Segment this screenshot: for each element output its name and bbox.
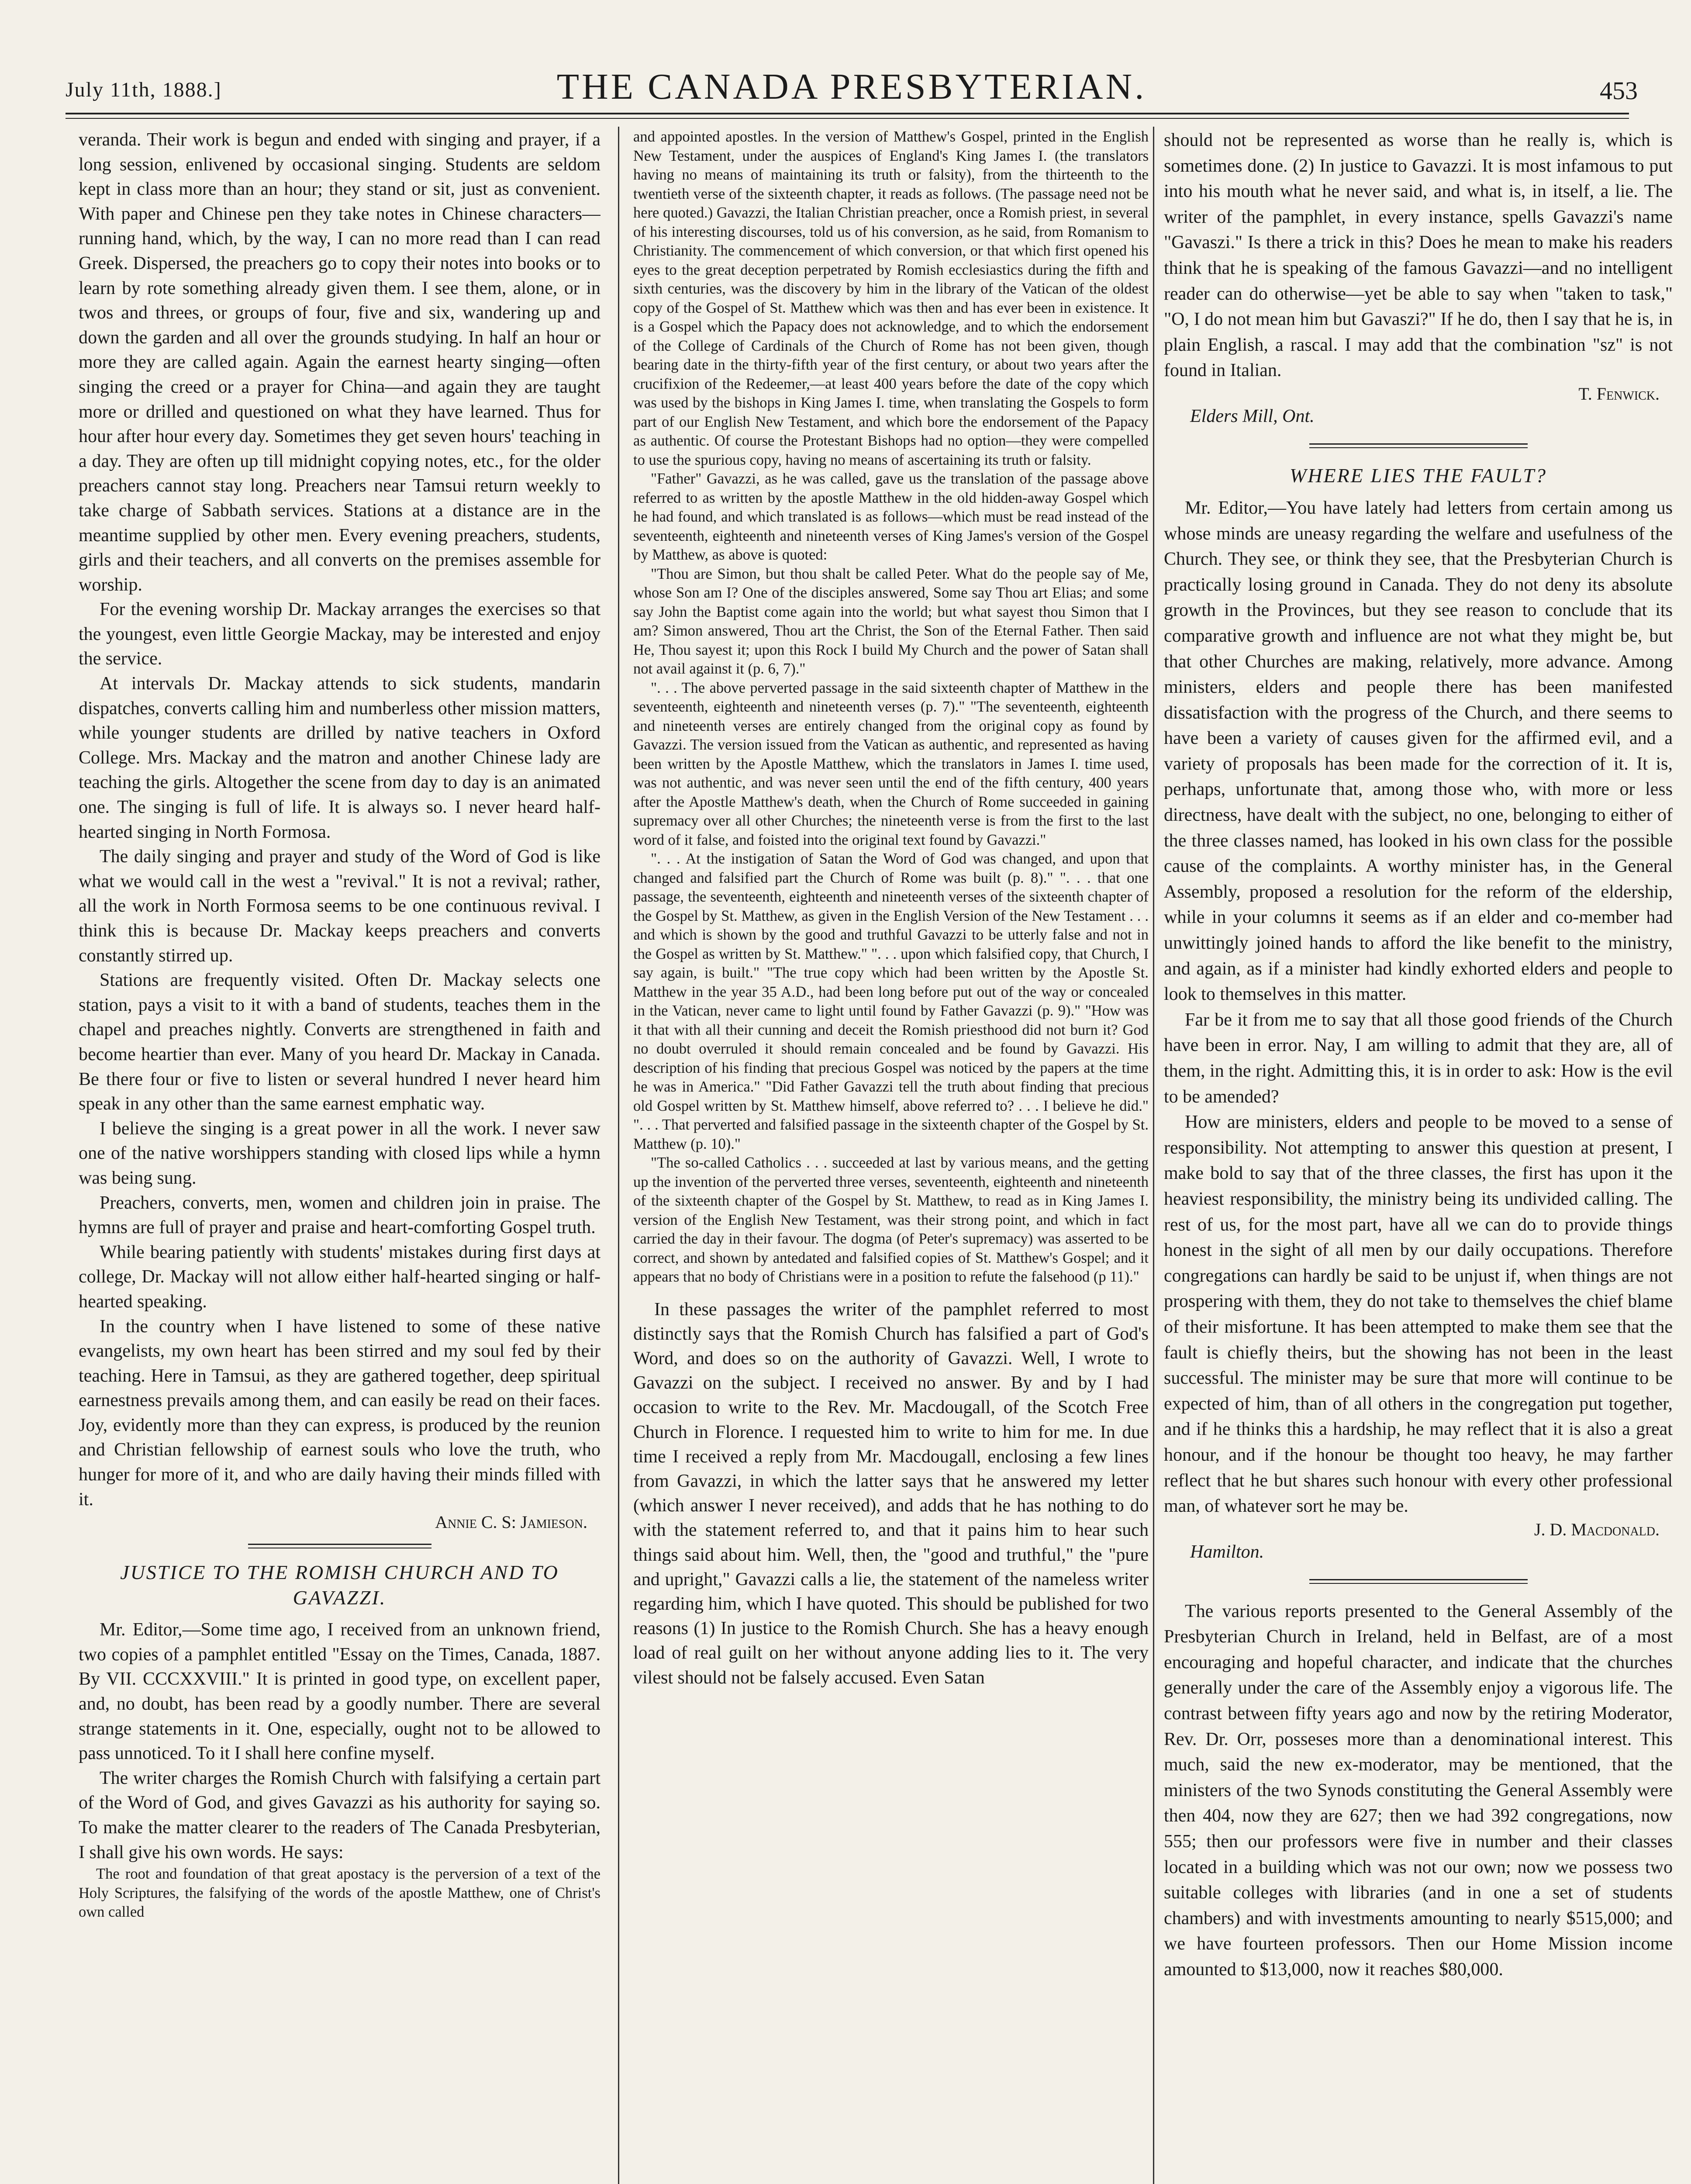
- masthead: [66, 66, 1638, 114]
- article-body: [1164, 1599, 1673, 1983]
- paragraph: At intervals Dr. Mackay attends to sick students, mandarin dispatches, converts calling him and numberless other mission matters, while younger students are drilled by native teachers in Oxford College. Mrs. Mackay and the matron and another Chinese lady are teaching the girls. Altogether the scene from day to day is an animated one. The singing is full of life. It is always so. I never heard half-hearted singing in North Formosa.: [79, 674, 600, 842]
- paragraph: The daily singing and prayer and study of the Word of God is like what we would call in the west a "revival." It is not a revival; rather, all the work in North Formosa seems to be one continuous revival. I think this is because Dr. Mackay keeps preachers and converts constantly stirred up.: [79, 847, 600, 966]
- article-body: [633, 1297, 1149, 1690]
- paragraph: The writer charges the Romish Church with falsifying a certain part of the Word of God, and gives Gavazzi as his authority for saying so. To make the matter clearer to the readers of The Canada Presbyterian, I shall give his own words. He says:: [79, 1768, 600, 1863]
- author-signature: Annie C. S: Jamieson.: [435, 1512, 587, 1532]
- paragraph: Stations are frequently visited. Often Dr. Mackay selects one station, pays a visit to it with a band of students, teaches them in the chapel and preaches nightly. Converts are strengthened in faith and become heartier than ever. Many of you heard Dr. Mackay in Canada. Be there four or five to listen or several hundred I never heard him speak in any other than the same earnest emphatic way.: [79, 970, 600, 1114]
- section-rule: [1309, 1579, 1528, 1584]
- paragraph: In the country when I have listened to some of these native evangelists, my own heart has been stirred and my soul fed by their teaching. Here in Tamsui, as they are gathered together, deep spiritual earnestness prevails among them, and can easily be read on their faces. Joy, evidently more than they can express, is produced by the reunion and Christian fellowship of earnest souls who love the truth, who hunger for more of it, and who are daily having their minds filled with it.: [79, 1316, 600, 1510]
- paragraph: Mr. Editor,—Some time ago, I received from an unknown friend, two copies of a pamphlet entitled "Essay on the Times, Canada, 1887. By VII. CCCXXVIII." It is printed in good type, on excellent paper, and, no doubt, has been read by a goodly number. There are several strange statements in it. One, especially, ought not to be allowed to pass unnoticed. To it I shall here confine myself.: [79, 1620, 600, 1764]
- article-body: [79, 128, 600, 1512]
- page-number: 453: [1600, 76, 1638, 105]
- header-rule: [66, 113, 1629, 119]
- newspaper-title: THE CANADA PRESBYTERIAN.: [556, 66, 1147, 107]
- paragraph: How are ministers, elders and people to be moved to a sense of responsibility. Not attempting to answer this question at present, I make bold to say that of the three classes, the first has upon it the heaviest responsibility, the ministry being its undivided calling. The rest of us, for the most part, have all we can do to provide things honest in the sight of all men by our daily occupations. Therefore congregations can hardly be said to be unjust if, when things are not prospering with them, they do not take to themselves the chief blame of their misfortune. It has been attempted to make them see that the fault is chiefly theirs, but the showing has not been in the least successful. The minister may be sure that more will continue to be expected of him, than of all others in the congregation put together, and if he thinks this a hardship, he may reflect that it is also a great honour, and if the honour be thought too heavy, he may farther reflect that he but shares such honour with every other professional man, of whatever sort he may be.: [1164, 1112, 1673, 1517]
- issue-date: July 11th, 1888.]: [66, 78, 222, 101]
- article-body: [79, 1617, 600, 1865]
- section-rule: [1309, 443, 1528, 448]
- quote-paragraph: The root and foundation of that great apostacy is the perversion of a text of the Holy Scriptures, the falsifying of the words of the apostle Matthew, one of Christ's own called: [79, 1866, 600, 1921]
- paragraph: should not be represented as worse than he really is, which is sometimes done. (2) In justice to Gavazzi. It is most infamous to put into his mouth what he never said, and what is, in itself, a lie. The writer of the pamphlet, in every instance, spells Gavazzi's name "Gavaszi." Is there a trick in this? Does he mean to make his readers think that he is speaking of the famous Gavazzi—and no intelligent reader can do otherwise—yet be able to say when "taken to task," "O, I do not mean him but Gavaszi?" If he do, then I say that he is, in plain English, a rascal. I may add that the combination "sz" is not found in Italian.: [1164, 130, 1673, 381]
- quote-paragraph: "The so-called Catholics . . . succeeded at last by various means, and the getting up the invention of the perverted three verses, seventeenth, eighteenth and nineteenth of the sixteenth chapter of the Gospel by St. Matthew, to read as in King James I. version of the English New Testament, was their strong point, and which in fact carried the day in their favour. The dogma (of Peter's supremacy) was asserted to be correct, and shown by antedated and falsified copies of St. Matthew's Gospel; and it appears that no body of Christians were in a position to refute the falsehood (p 11).": [633, 1154, 1149, 1285]
- block-quote: [79, 1865, 600, 1922]
- quote-paragraph: "Thou are Simon, but thou shalt be called Peter. What do the people say of Me, whose Son am I? One of the disciples answered, Some say Thou art Elias; and some say John the Baptist come again into the world; but what sayest thou Simon that I am? Simon answered, Thou art the Christ, the Son of the Eternal Father. Then said He, Thou sayest it; upon this Rock I build My Church and the power of Satan shall not avail against it (p. 6, 7).": [633, 565, 1149, 677]
- paragraph: veranda. Their work is begun and ended with singing and prayer, if a long session, enlivened by occasional singing. Students are seldom kept in class more than an hour; they stand or sit, just as convenient. With paper and Chinese pen they take notes in Chinese characters—running hand, which, by the way, I can no more read than I can read Greek. Dispersed, the preachers go to copy their notes into books or to learn by rote something already given them. I see them, alone, or in twos and threes, or groups of four, five and six, wandering up and down the garden and all over the grounds studying. In half an hour or more they are called again. Again the earnest hearty singing—often singing the creed or a prayer for China—and again they are taught more or drilled and questioned on what they have learned. Thus for hour after hour every day. Sometimes they get seven hours' teaching in a day. They are often up till midnight copying notes, etc., for the older preachers cannot stay long. Preachers near Tamsui return weekly to take charge of Sabbath services. Stations at a distance are in the meantime supplied by other men. Every evening preachers, students, girls and their teachers, and all converts on the premises assemble for worship.: [79, 130, 600, 595]
- author-signature: T. Fenwick.: [1578, 384, 1660, 404]
- column-1: [79, 128, 600, 2184]
- column-2: [633, 128, 1149, 2184]
- column-divider: [618, 127, 619, 2184]
- article-heading: JUSTICE TO THE ROMISH CHURCH AND TO GAVAZZI.: [120, 1561, 559, 1609]
- paragraph: While bearing patiently with students' mistakes during first days at college, Dr. Mackay will not allow either half-hearted singing or half-hearted speaking.: [79, 1242, 600, 1312]
- paragraph: Far be it from me to say that all those good friends of the Church have been in error. Nay, I am willing to admit that they are, all of them, in the right. Admitting this, it is in order to ask: How is the evil to be amended?: [1164, 1009, 1673, 1107]
- quote-paragraph: and appointed apostles. In the version of Matthew's Gospel, printed in the English New Testament, under the auspices of England's King James I. (the translators having no means of maintaining its truth or falsity), from the thirteenth to the twentieth verse of the sixteenth chapter, it reads as follows. (The passage need not be here quoted.) Gavazzi, the Italian Christian preacher, once a Romish priest, in several of his interesting discourses, told us of his conversion, as he said, from Romanism to Christianity. The commencement of which conversion, or that which first opened his eyes to the great deception perpetrated by Romish ecclesiastics during the fifth and sixth centuries, was the discovery by him in the library of the Vatican of the oldest copy of the Gospel of St. Matthew which was then and has ever been in existence. It is a Gospel which the Papacy does not acknowledge, and to which the endorsement of the College of Cardinals of the Church of Rome has not been given, though bearing date in the thirty-fifth year of the first century, or about two years after the crucifixion of the Redeemer,—at least 400 years before the date of the copy which was used by the bishops in King James I. time, when translating the Gospels to form part of our English New Testament, and which bore the endorsement of the Papacy as authentic. Of course the Protestant Bishops had no option—they were compelled to use the spurious copy, having no means of ascertaining its truth or falsity.: [633, 128, 1149, 468]
- paragraph: I believe the singing is a great power in all the work. I never saw one of the native worshippers standing with closed lips while a hymn was being sung.: [79, 1118, 600, 1188]
- quote-paragraph: "Father" Gavazzi, as he was called, gave us the translation of the passage above referred to as written by the apostle Matthew in the old hidden-away Gospel which he had found, and which translated is as follows—which must be read instead of the seventeenth, eighteenth and nineteenth verses of King James's version of the Gospel by Matthew, as above is quoted:: [633, 470, 1149, 563]
- paragraph: The various reports presented to the General Assembly of the Presbyterian Church in Ireland, held in Belfast, are of a most encouraging and hopeful character, and indicate that the churches generally under the care of the Assembly enjoy a vigorous life. The contrast between fifty years ago and now by the retiring Moderator, Rev. Dr. Orr, posseses more than a denominational interest. This much, said the new ex-moderator, may be mentioned, that the ministers of the two Synods constituting the General Assembly were then 404, now they are 627; then we had 392 congregations, now 555; then our professors were five in number and their classes located in a building which was not our own; now we possess two suitable colleges with libraries (and in one a set of students chambers) and with investments amounting to nearly $515,000; and we have fourteen professors. Then our Home Mission income amounted to $13,000, now it reaches $80,000.: [1164, 1601, 1673, 1980]
- block-quote: [633, 128, 1149, 1287]
- column-3: [1164, 128, 1673, 2184]
- paragraph: Preachers, converts, men, women and children join in praise. The hymns are full of prayer and praise and heart-comforting Gospel truth.: [79, 1192, 600, 1238]
- article-heading: WHERE LIES THE FAULT?: [1290, 464, 1547, 487]
- paragraph: For the evening worship Dr. Mackay arranges the exercises so that the youngest, even little Georgie Mackay, may be interested and enjoy the service.: [79, 599, 600, 669]
- section-rule: [248, 1544, 431, 1548]
- paragraph: In these passages the writer of the pamphlet referred to most distinctly says that the Romish Church has falsified a part of God's Word, and does so on the authority of Gavazzi. Well, I wrote to Gavazzi on the subject. I received no answer. By and by I had occasion to write to the Rev. Mr. Macdougall, of the Scotch Free Church in Florence. I requested him to write to him for me. In due time I received a reply from Mr. Macdougall, enclosing a few lines from Gavazzi, in which the latter says that he answered my letter (which answer I never received), and adds that he has nothing to do with the statement referred to, and that it pains him to hear such things said about him. Well, then, the "good and truthful," the "pure and upright," Gavazzi calls a lie, the statement of the nameless writer regarding him, which I have quoted. This should be published for two reasons (1) In justice to the Romish Church. She has a heavy enough load of real guilt on her without anyone adding lies to it. The very vilest should not be falsely accused. Even Satan: [633, 1299, 1149, 1688]
- author-location: Elders Mill, Ont.: [1190, 406, 1315, 426]
- quote-paragraph: ". . . The above perverted passage in the said sixteenth chapter of Matthew in the seventeenth, eighteenth and nineteenth verses (p. 7)." "The seventeenth, eighteenth and nineteenth verses are entirely changed from the original copy as found by Gavazzi. The version issued from the Vatican as authentic, and represented as having been written by the Apostle Matthew, which the translators in James I. time used, was not authentic, and was never seen until the end of the fifth century, 400 years after the Apostle Matthew's death, when the Church of Rome succeeded in gaining supremacy over all other Churches; the nineteenth verse is from the first to the last word of it false, and foisted into the original text found by Gavazzi.": [633, 679, 1149, 848]
- author-location: Hamilton.: [1190, 1541, 1264, 1562]
- quote-paragraph: ". . . At the instigation of Satan the Word of God was changed, and upon that changed and falsified part the Church of Rome was built (p. 8)." ". . . that one passage, the seventeenth, eighteenth and nineteenth verses of the sixteenth chapter of the Gospel by St. Matthew, as given in the English Version of the New Testament . . . and which is shown by the good and truthful Gavazzi to be utterly false and not in the Gospel as written by St. Matthew." ". . . upon which falsified copy, that Church, I say again, is built." "The true copy which had been written by the Apostle St. Matthew in the year 35 A.D., had been long before put out of the way or concealed in the Vatican, never came to light until found by Father Gavazzi (p. 9)." "How was it that with all their cunning and deceit the Romish priesthood did not burn it? God no doubt overruled it should remain concealed and be found by Gavazzi. His description of his finding that precious Gospel was noticed by the papers at the time he was in America." "Did Father Gavazzi tell the truth about finding that precious old Gospel written by St. Matthew himself, above referred to? . . . I believe he did." ". . . That perverted and falsified passage in the sixteenth chapter of the Gospel by St. Matthew (p. 10).": [633, 850, 1149, 1152]
- article-body: [1164, 495, 1673, 1519]
- column-divider: [1153, 127, 1154, 2184]
- paragraph: Mr. Editor,—You have lately had letters from certain among us whose minds are uneasy regarding the welfare and usefulness of the Church. They see, or think they see, that the Presbyterian Church is practically losing ground in Canada. They do not deny its absolute growth in the Provinces, but they see reason to conclude that its comparative growth and influence are not what they might be, but that other Churches are making, relatively, more advance. Among ministers, elders and people there has been manifested dissatisfaction with the progress of the Church, and there seems to have been a variety of causes given for the affirmed evil, and a variety of proposals has been made for the correction of it. It is, perhaps, unfortunate that, among those who, with more or less directness, have dealt with the subject, no one, belonging to either of the three classes named, has looked in his own class for the possible cause of the complaints. A worthy minister has, in the General Assembly, proposed a resolution for the reform of the eldership, while in your columns it seems as if an elder and co-member had unwittingly joined hands to afford the like benefit to the ministry, and again, as if a minister had kindly exhorted elders and people to look to themselves in this matter.: [1164, 498, 1673, 1005]
- author-signature: J. D. Macdonald.: [1534, 1519, 1660, 1539]
- article-body: [1164, 128, 1673, 384]
